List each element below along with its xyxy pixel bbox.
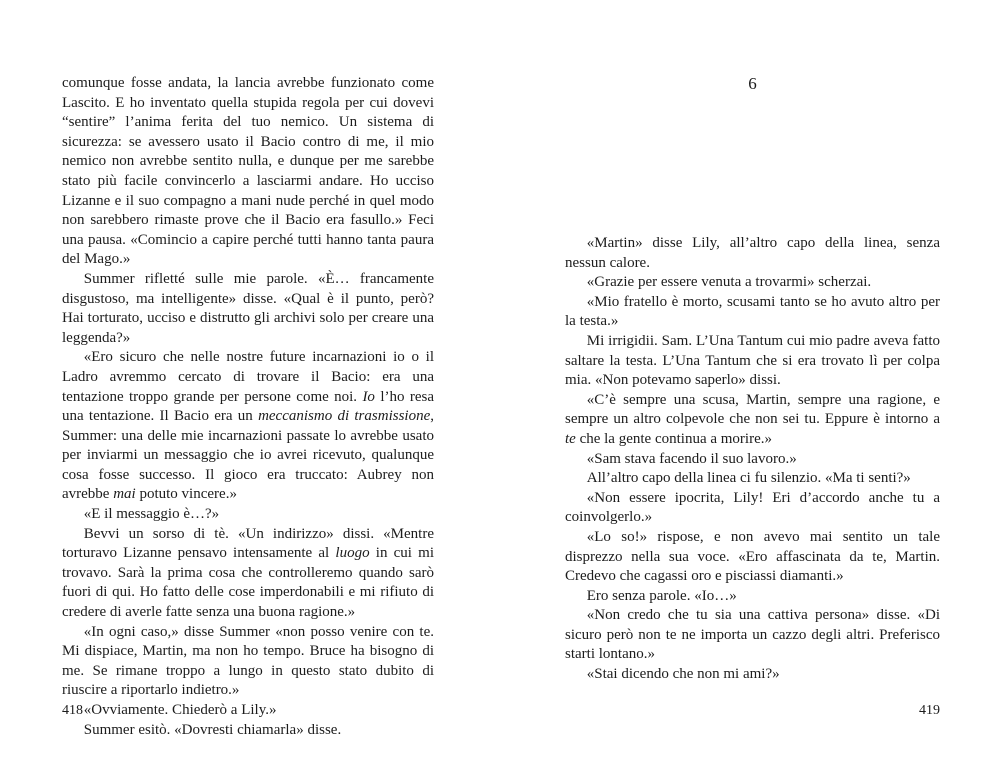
body-text: «Sam stava facendo il suo lavoro.» — [586, 450, 797, 467]
body-text: «Non credo che tu sia una cattiva persona» disse. «Di sicuro però non te ne importa un cazzo degli altri. Preferisco starti lontano.» — [565, 607, 940, 663]
chapter-number: 6 — [748, 74, 757, 93]
body-text: l’ho resa una tentazione. Il Bacio era un — [62, 388, 434, 425]
body-text: , Summer: una delle mie incarnazioni passate lo avrebbe usato per inviarmi un messaggio che io avrei ricevuto, qualunque cosa fosse successo. Il gioco era truccato: Aubrey non avrebbe — [62, 408, 434, 503]
italic-text: Io — [362, 388, 375, 405]
body-text: «Ovviamente. Chiederò a Lily.» — [83, 702, 277, 718]
paragraph — [62, 348, 434, 505]
body-text: «Grazie per essere venuta a trovarmi» scherzai. — [586, 274, 872, 291]
right-page — [565, 72, 940, 685]
body-text: Ero senza parole. «Io…» — [586, 587, 737, 604]
body-text: «Mio fratello è morto, scusami tanto se ho avuto altro per la testa.» — [565, 293, 940, 330]
paragraph — [565, 665, 940, 685]
body-text: «Stai dicendo che non mi ami?» — [586, 666, 780, 683]
paragraph — [62, 623, 434, 701]
body-text: Mi irrigidii. Sam. L’Una Tantum cui mio padre aveva fatto saltare la testa. L’Una Tantum che si era trovato lì per colpa mia. «Non potevamo saperlo» dissi. — [565, 332, 940, 389]
paragraph — [565, 332, 940, 391]
body-text: «C’è sempre una scusa, Martin, sempre una ragione, e sempre un altro colpevole che non sei tu. Eppure è intorno a — [565, 391, 940, 428]
body-text: che la gente continua a morire.» — [575, 430, 772, 447]
body-text: Summer rifletté sulle mie parole. «È… francamente disgustoso, ma intelligente» disse. «Qual è il punto, però? Hai torturato, ucciso e distrutto gli archivi solo per creare una leggenda?» — [62, 270, 434, 346]
paragraph — [565, 587, 940, 607]
italic-text: mai — [113, 486, 136, 503]
paragraph — [62, 74, 434, 270]
body-text: «In ogni caso,» disse Summer «non posso venire con te. Mi dispiace, Martin, ma non ho tempo. Bruce ha bisogno di me. Se rimane troppo a lungo in questo stato dubito di riuscire a riportarlo indietro.» — [62, 623, 434, 699]
paragraph — [62, 721, 434, 741]
paragraph — [565, 606, 940, 665]
paragraph — [565, 234, 940, 273]
paragraph — [565, 489, 940, 528]
paragraph — [565, 391, 940, 450]
body-text: in cui mi trovavo. Sarà la prima cosa che controlleremo quando sarò fuori di qui. Ho fatto delle cose imperdonabili e mi rifiuto di credere di averle fatte senza una buona ragione.» — [62, 545, 435, 621]
body-text: «Non essere ipocrita, Lily! Eri d’accordo anche tu a coinvolgerlo.» — [565, 489, 940, 526]
page-number-right: 419 — [919, 703, 940, 718]
body-text: «Ero sicuro che nelle nostre future incarnazioni io o il Ladro avremmo cercato di trovare il Bacio: era una tentazione troppo grande per persone come noi. — [62, 349, 434, 405]
body-text: All’altro capo della linea ci fu silenzio. «Ma ti senti?» — [586, 470, 911, 487]
paragraph — [565, 469, 940, 489]
body-text: «Martin» disse Lily, all’altro capo della linea, senza nessun calore. — [565, 235, 940, 271]
paragraph — [565, 450, 940, 470]
italic-text: te — [565, 430, 576, 447]
paragraph — [565, 273, 940, 293]
italic-text: meccanismo di trasmissione — [258, 408, 431, 425]
paragraph — [62, 525, 434, 623]
body-text: «Lo so!» rispose, e non avevo mai sentito un tale disprezzo nella sua voce. «Ero affascinata da te, Martin. Credevo che cagassi oro e pisciassi diamanti.» — [565, 528, 940, 585]
paragraph — [565, 293, 940, 332]
left-page-text — [62, 74, 434, 740]
italic-text: luogo — [335, 545, 370, 562]
right-page-text — [565, 234, 940, 685]
page-number-left: 418 — [62, 703, 83, 718]
body-text: Summer esitò. «Dovresti chiamarla» disse. — [83, 721, 342, 738]
body-text: «E il messaggio è…?» — [83, 506, 220, 523]
paragraph — [62, 505, 434, 525]
paragraph — [62, 270, 434, 348]
paragraph — [565, 528, 940, 587]
body-text: comunque fosse andata, la lancia avrebbe funzionato come Lascito. E ho inventato quella stupida regola per cui dovevi “sentire” l’anima ferita del tuo nemico. Un sistema di sicurezza: se avessero usato il Bacio contro di me, il mio nemico non avrebbe sentito nulla, e dunque per me sarebbe stato più facile convincerlo a lasciarmi andare. Ho ucciso Lizanne e il suo compagno a mani nude perché in quel modo non sarebbero rimaste prove che il Bacio era fasullo.» Feci una pausa. «Comincio a capire perché tutti hanno tanta paura del Mago.» — [62, 75, 434, 268]
body-text: potuto vincere.» — [135, 486, 237, 503]
body-text: Bevvi un sorso di tè. «Un indirizzo» dissi. «Mentre torturavo Lizanne pensavo intensamente al — [62, 525, 434, 562]
